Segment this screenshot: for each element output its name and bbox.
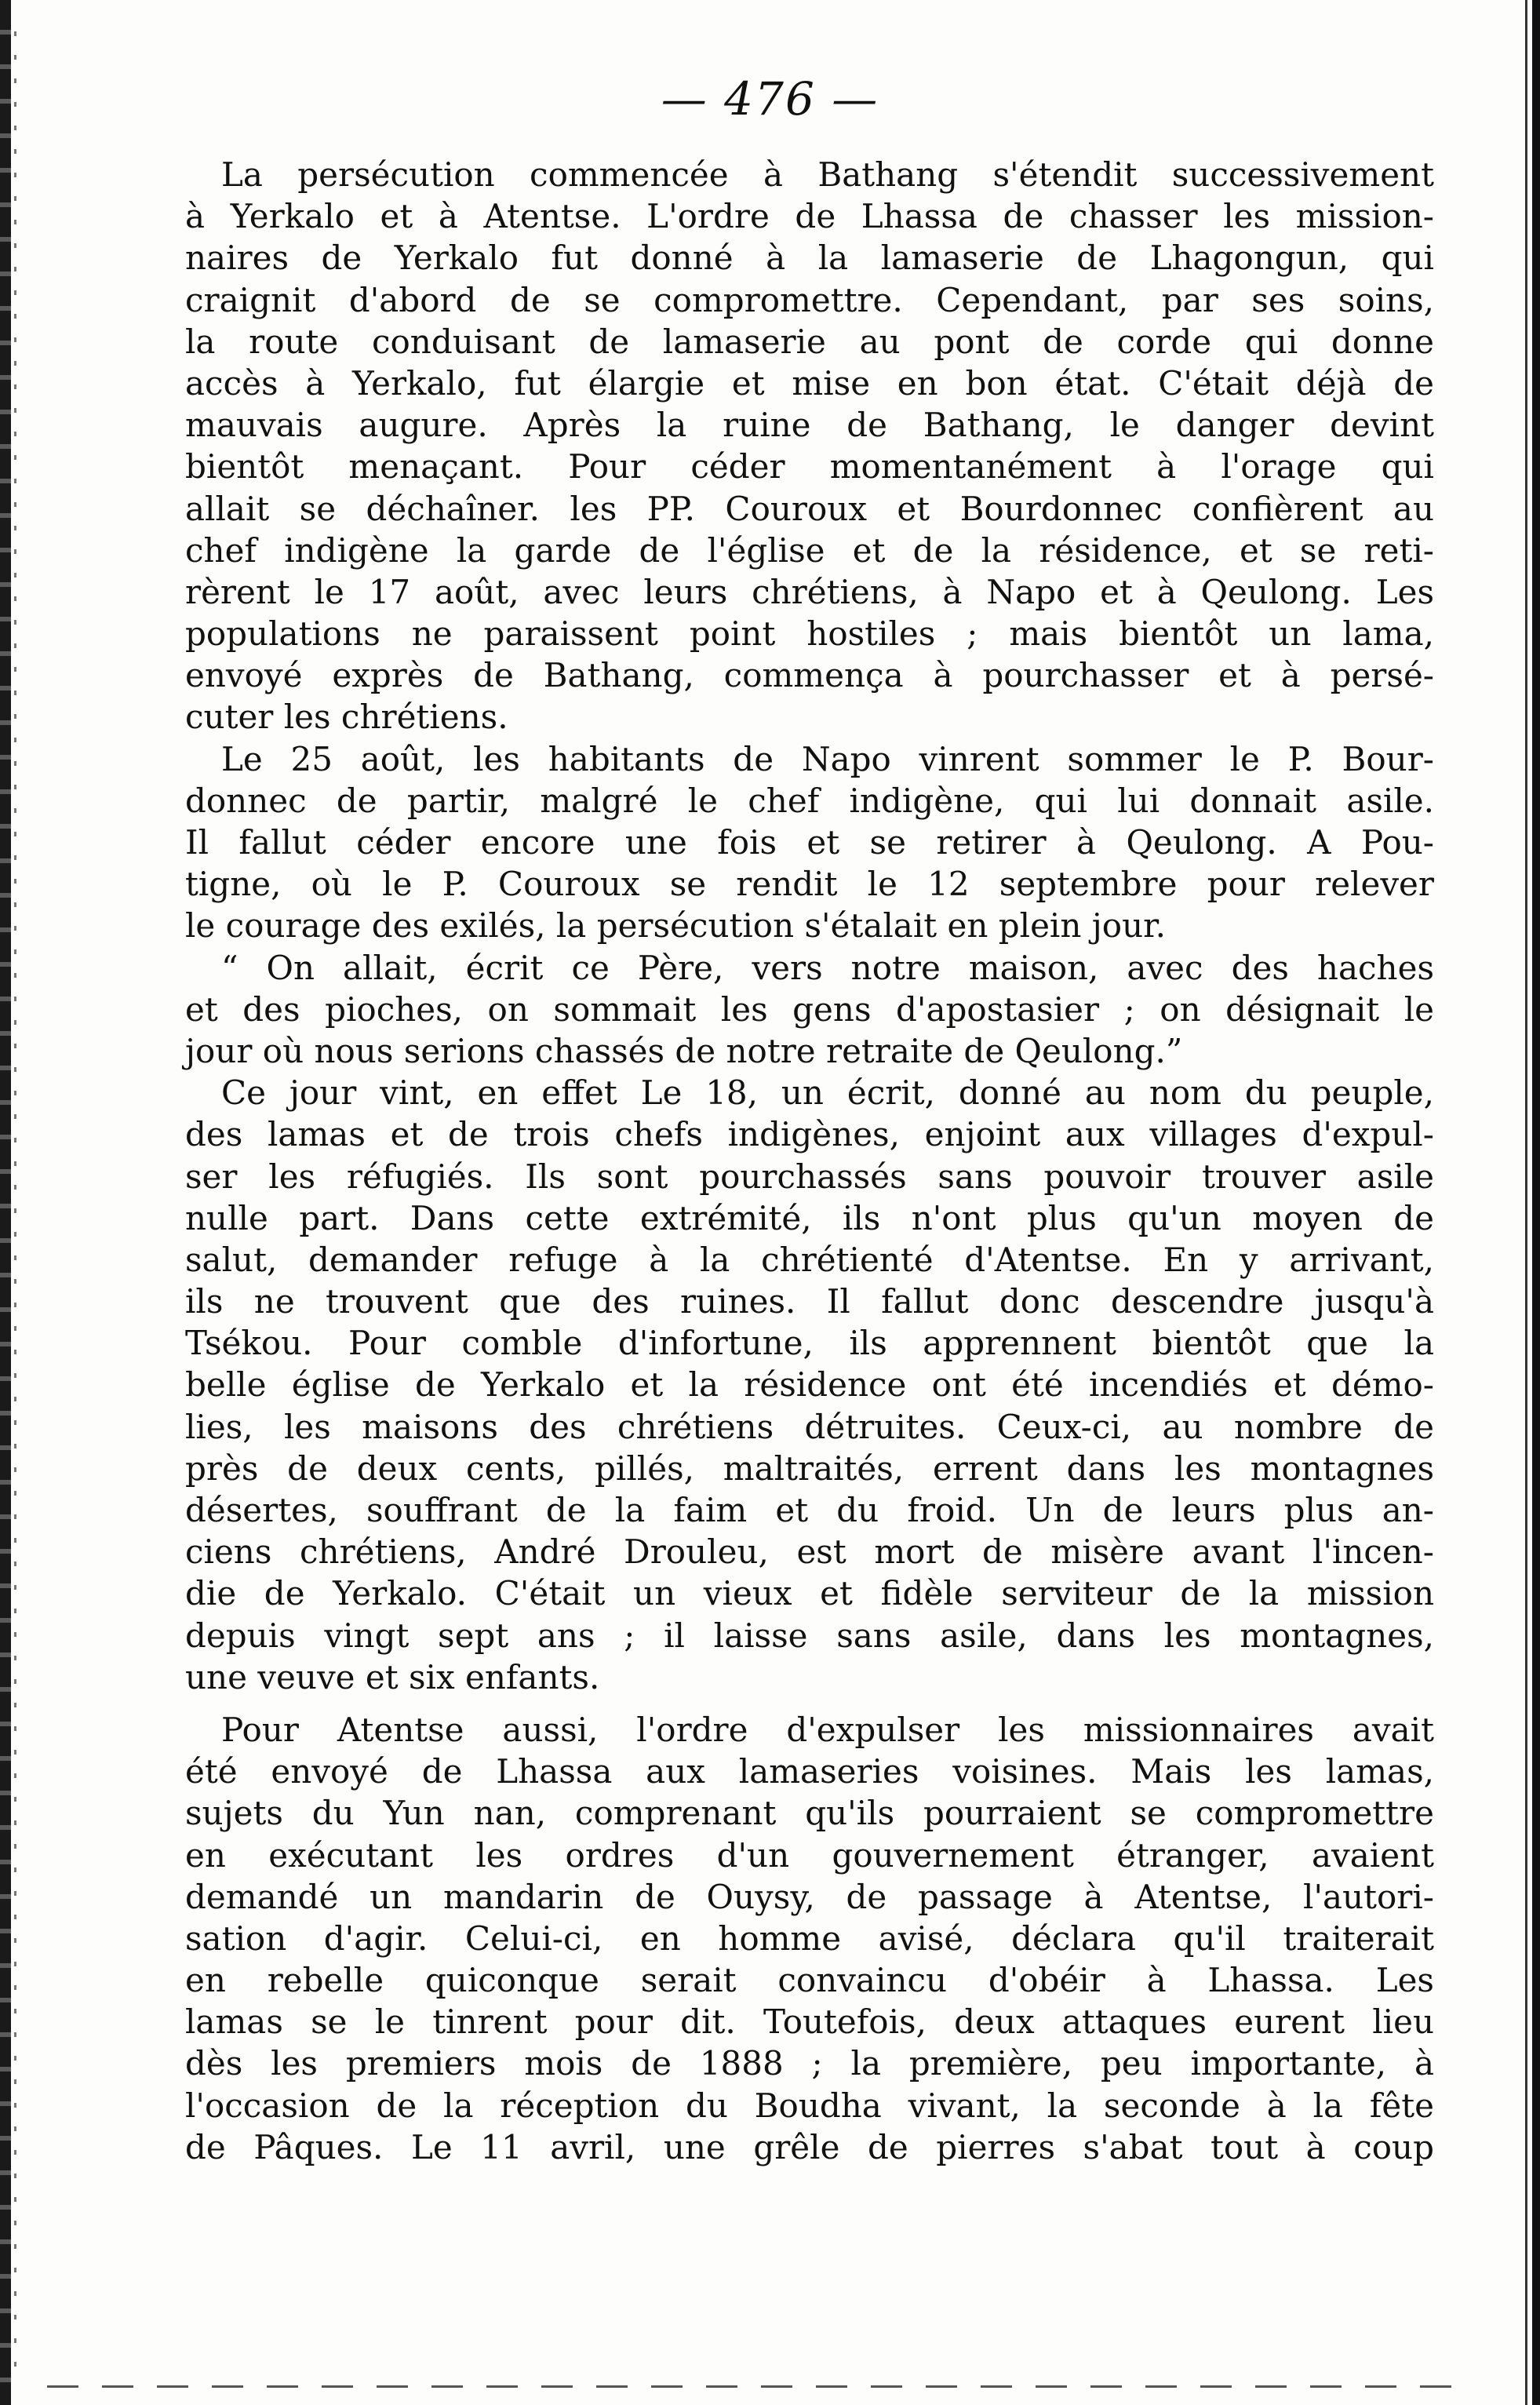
text-line: le courage des exilés, la persécution s'étalait en plein jour. (185, 906, 1166, 946)
text-line: belle église de Yerkalo et la résidence ont été incendiés et démo- (185, 1365, 1434, 1405)
text-line: populations ne paraissent point hostiles ; mais bientôt un lama, (185, 614, 1434, 654)
text-line: des lamas et de trois chefs indigènes, enjoint aux villages d'expul- (185, 1115, 1434, 1154)
paragraph-gap (185, 1698, 1434, 1709)
page-margin-marks (14, 31, 16, 2370)
paragraph (185, 947, 1434, 1073)
paragraph (185, 738, 1434, 947)
text-line: donnec de partir, malgré le chef indigène, qui lui donnait asile. (185, 781, 1434, 820)
text-line: Pour Atentse aussi, l'ordre d'expulser les missionnaires avait (221, 1710, 1434, 1749)
page-bottom-rule (47, 2385, 1475, 2388)
page-right-rule (1525, 0, 1527, 2405)
text-line: une veuve et six enfants. (185, 1657, 600, 1696)
text-line: en exécutant les ordres d'un gouvernement étranger, avaient (185, 1835, 1434, 1875)
text-line: la route conduisant de lamaserie au pont de corde qui donne (185, 322, 1434, 361)
text-line: sation d'agir. Celui-ci, en homme avisé, déclara qu'il traiterait (185, 1919, 1434, 1958)
page-binding-edge (0, 0, 11, 2405)
body-text (185, 154, 1434, 2168)
text-line: “ On allait, écrit ce Père, vers notre maison, avec des haches (221, 948, 1434, 987)
text-line: craignit d'abord de se compromettre. Cependant, par ses soins, (185, 280, 1434, 319)
paragraph (185, 1072, 1434, 1698)
text-line: salut, demander refuge à la chrétienté d'Atentse. En y arrivant, (185, 1240, 1434, 1279)
text-line: ils ne trouvent que des ruines. Il fallut donc descendre jusqu'à (185, 1282, 1434, 1321)
text-line: près de deux cents, pillés, maltraités, errent dans les montagnes (185, 1448, 1434, 1488)
text-line: lies, les maisons des chrétiens détruites. Ceux-ci, au nombre de (185, 1407, 1434, 1446)
text-line: lamas se le tinrent pour dit. Toutefois, deux attaques eurent lieu (185, 2002, 1434, 2042)
text-line: mauvais augure. Après la ruine de Bathang, le danger devint (185, 406, 1434, 445)
text-line: die de Yerkalo. C'était un vieux et fidèle serviteur de la mission (185, 1574, 1434, 1613)
text-line: Il fallut céder encore une fois et se retirer à Qeulong. A Pou- (185, 823, 1434, 862)
text-line: La persécution commencée à Bathang s'étendit successivement (221, 155, 1434, 194)
text-line: demandé un mandarin de Ouysy, de passage à Atentse, l'autori- (185, 1877, 1434, 1916)
text-line: tigne, où le P. Couroux se rendit le 12 septembre pour relever (185, 865, 1434, 904)
text-line: et des pioches, on sommait les gens d'apostasier ; on désignait le (185, 989, 1434, 1029)
text-line: ser les réfugiés. Ils sont pourchassés sans pouvoir trouver asile (185, 1157, 1434, 1196)
text-line: été envoyé de Lhassa aux lamaseries voisines. Mais les lamas, (185, 1752, 1434, 1791)
text-line: désertes, souffrant de la faim et du froid. Un de leurs plus an- (185, 1491, 1434, 1529)
page-number: — 476 — (661, 72, 879, 126)
text-line: de Pâques. Le 11 avril, une grêle de pierres s'abat tout à coup (185, 2127, 1434, 2166)
text-line: Tsékou. Pour comble d'infortune, ils apprennent bientôt que la (185, 1324, 1434, 1363)
text-line: à Yerkalo et à Atentse. L'ordre de Lhassa de chasser les mission- (185, 197, 1434, 236)
text-line: Ce jour vint, en effet Le 18, un écrit, donné au nom du peuple, (221, 1073, 1434, 1113)
text-line: depuis vingt sept ans ; il laisse sans asile, dans les montagnes, (185, 1616, 1434, 1655)
text-line: l'occasion de la réception du Boudha vivant, la seconde à la fête (185, 2086, 1434, 2125)
text-line: bientôt menaçant. Pour céder momentanément à l'orage qui (185, 447, 1434, 486)
text-line: rèrent le 17 août, avec leurs chrétiens, à Napo et à Qeulong. Les (185, 572, 1434, 611)
text-line: nulle part. Dans cette extrémité, ils n'ont plus qu'un moyen de (185, 1198, 1434, 1237)
text-line: ciens chrétiens, André Drouleu, est mort de misère avant l'incen- (185, 1532, 1434, 1572)
text-line: naires de Yerkalo fut donné à la lamaserie de Lhagongun, qui (185, 239, 1434, 278)
paragraph (185, 1709, 1434, 2168)
text-line: dès les premiers mois de 1888 ; la première, peu importante, à (185, 2044, 1434, 2083)
text-line: jour où nous serions chassés de notre retraite de Qeulong.” (185, 1031, 1183, 1070)
text-line: cuter les chrétiens. (185, 698, 508, 737)
text-line: allait se déchaîner. les PP. Couroux et Bourdonnec confièrent au (185, 489, 1434, 528)
text-line: envoyé exprès de Bathang, commença à pourchasser et à persé- (185, 656, 1434, 695)
text-line: en rebelle quiconque serait convaincu d'obéir à Lhassa. Les (185, 1961, 1434, 2000)
text-line: chef indigène la garde de l'église et de la résidence, et se reti- (185, 530, 1434, 570)
text-line: sujets du Yun nan, comprenant qu'ils pourraient se compromettre (185, 1794, 1434, 1833)
text-line: accès à Yerkalo, fut élargie et mise en bon état. C'était déjà de (185, 363, 1434, 403)
page-right-edge (1532, 0, 1540, 2405)
paragraph (185, 154, 1434, 738)
text-line: Le 25 août, les habitants de Napo vinrent sommer le P. Bour- (221, 739, 1434, 778)
